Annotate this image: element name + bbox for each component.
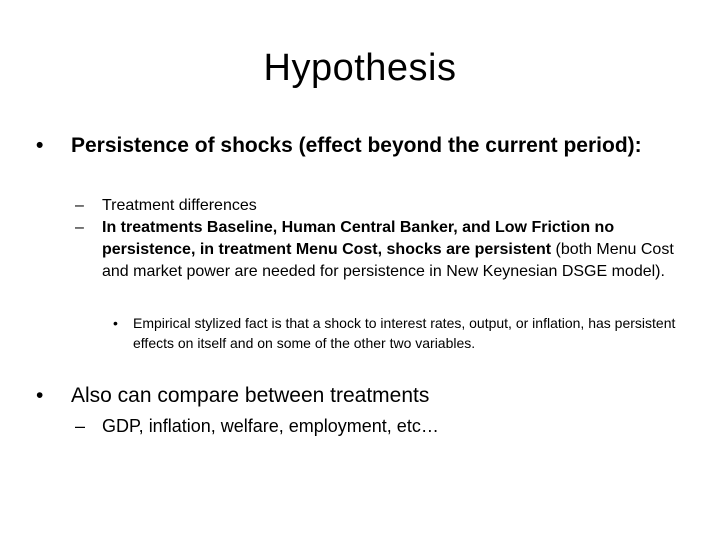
no-persistence-text: no persistence, in treatment [102, 219, 615, 258]
bullet-dash-icon: – [75, 197, 84, 214]
bullet-dash-icon: – [75, 219, 84, 236]
sub-bullet-metrics-text: GDP, inflation, welfare, employment, etc… [102, 416, 439, 436]
bullet-compare-treatments [36, 381, 666, 410]
shocks-persistent-text: , shocks are persistent [377, 241, 552, 258]
sub-bullet-treatments-detail-text [75, 217, 687, 283]
bullet-dot-icon: • [113, 315, 118, 331]
bullet-persistence-text: Persistence of shocks (effect beyond the current period): [71, 134, 642, 157]
sub-bullet-treatment-differences [75, 195, 675, 217]
treatments-baseline-text: In treatments Baseline, Human Central Banker, and Low Friction [102, 219, 591, 236]
sub-bullet-treatments-detail [75, 217, 687, 283]
sub-sub-bullet-empirical-fact [113, 313, 688, 353]
sub-sub-bullet-empirical-fact-text: Empirical stylized fact is that a shock to interest rates, output, or inflation, has persistent effects on itself and on some of the other two variables. [133, 315, 676, 351]
bullet-compare-treatments-text: Also can compare between treatments [71, 384, 430, 407]
sub-bullet-metrics [75, 413, 675, 439]
dsge-note-text: (both Menu Cost and market power are needed for persistence in New Keynesian DSGE model). [102, 241, 674, 280]
bullet-dash-icon: – [75, 416, 86, 436]
bullet-persistence [36, 131, 666, 160]
bullet-dot-icon: • [36, 134, 44, 157]
bullet-dot-icon: • [36, 384, 44, 407]
sub-bullet-treatment-differences-text: Treatment differences [102, 197, 257, 214]
slide-title: Hypothesis [263, 47, 457, 89]
menu-cost-text: Menu Cost [295, 241, 378, 258]
